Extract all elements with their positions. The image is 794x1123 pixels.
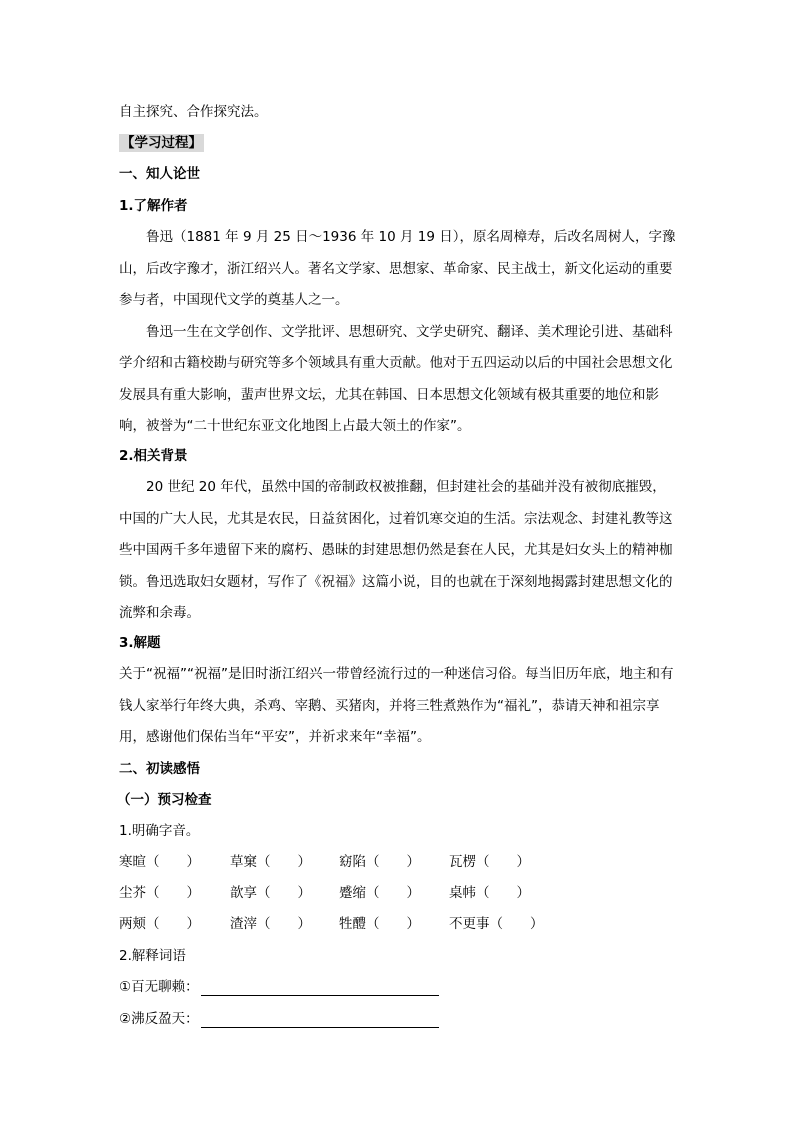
pinyin-item: 蹙缩（ ）: [339, 885, 420, 901]
title-explain-paragraph: 关于“祝福”“祝福”是旧时浙江绍兴一带曾经流行过的一种迷信习俗。每当旧历年底，地主和有钱人家举行年终大典，杀鸡、宰鹅、买猪肉，并将三牲煮熟作为“福礼”，恭请天神和祖宗享用，感谢他们保佑当年“平安”，并祈求来年“幸福”。: [119, 666, 674, 745]
learning-process-tag: [119, 134, 204, 152]
pinyin-item: 寒暄（ ）: [119, 854, 200, 870]
section1-heading: 一、知人论世: [119, 166, 200, 182]
sub3-heading: 3.解题: [119, 635, 161, 651]
pinyin-item: 歆享（ ）: [230, 885, 311, 901]
section2-heading: 二、初读感悟: [119, 761, 200, 777]
vocab-term: ①百无聊赖：: [119, 979, 199, 995]
preview-check-heading: （一）预习检查: [117, 792, 212, 808]
answer-blank: [201, 1013, 439, 1028]
pinyin-item: 窈陷（ ）: [339, 854, 420, 870]
background-section: [119, 472, 679, 630]
author-paragraph-1: 鲁迅（1881 年 9 月 25 日～1936 年 10 月 19 日），原名周樟寿，后改名周树人，字豫山，后改字豫才，浙江绍兴人。著名文学家、思想家、革命家、民主战士，新文化运动的重要参与者，中国现代文学的奠基人之一。: [119, 229, 676, 308]
pinyin-item: 两颊（ ）: [119, 916, 200, 932]
title-explain-section: [119, 659, 679, 754]
sub2-heading: 2.相关背景: [119, 448, 188, 464]
pinyin-item: 草窠（ ）: [230, 854, 311, 870]
vocab-item-1: [119, 978, 439, 996]
pinyin-question: 1.明确字音。: [119, 823, 200, 839]
pinyin-item: 不更事（ ）: [449, 916, 544, 932]
sub1-heading: 1.了解作者: [119, 198, 188, 214]
pinyin-item: 渣滓（ ）: [230, 916, 311, 932]
vocab-question: 2.解释词语: [119, 948, 186, 964]
learning-process-label: 【学习过程】: [121, 135, 202, 151]
background-paragraph: 20 世纪 20 年代，虽然中国的帝制政权被推翻，但封建社会的基础并没有被彻底摧毁，中国的广大人民，尤其是农民，日益贫困化，过着饥寒交迫的生活。宗法观念、封建礼教等这些中国两千多年遗留下来的腐朽、愚昧的封建思想仍然是套在人民，尤其是妇女头上的精神枷锁。鲁迅选取妇女题材，写作了《祝福》这篇小说，目的也就在于深刻地揭露封建思想文化的流弊和余毒。: [119, 479, 673, 621]
pinyin-item: 牲醴（ ）: [339, 916, 420, 932]
vocab-item-2: [119, 1010, 439, 1028]
vocab-term: ②沸反盈天：: [119, 1011, 199, 1027]
author-intro: [119, 222, 679, 443]
author-paragraph-2: 鲁迅一生在文学创作、文学批评、思想研究、文学史研究、翻译、美术理论引进、基础科学介绍和古籍校勘与研究等多个领域具有重大贡献。他对于五四运动以后的中国社会思想文化发展具有重大影响，蜚声世界文坛，尤其在韩国、日本思想文化领域有极其重要的地位和影响，被誉为“二十世纪东亚文化地图上占最大领土的作家”。: [119, 323, 673, 434]
pinyin-item: 尘芥（ ）: [119, 885, 200, 901]
pinyin-item: 桌帏（ ）: [449, 885, 530, 901]
pinyin-item: 瓦楞（ ）: [449, 854, 530, 870]
intro-method-text: 自主探究、合作探究法。: [119, 104, 268, 120]
answer-blank: [201, 981, 439, 996]
